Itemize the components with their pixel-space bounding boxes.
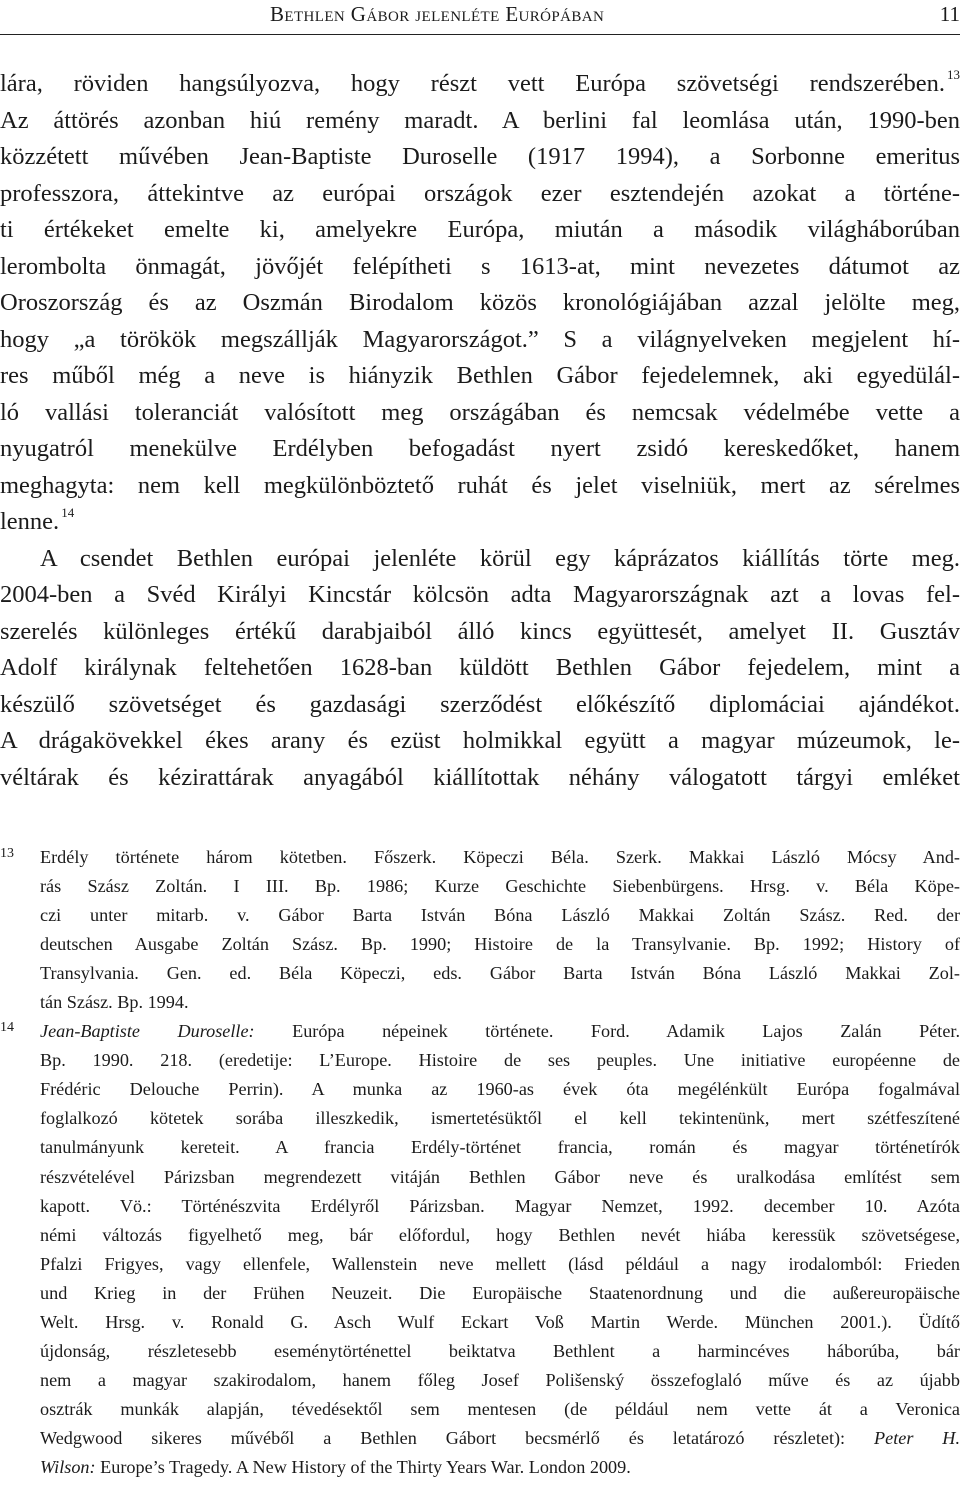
body-line: közzétett művében Jean-Baptiste Duroselle (1917 1994), a Sorbonne emeritus — [0, 143, 960, 170]
footnote-line: osztrák munkák alapján, tévedésektől sem mentesen (de például nem vette át a Veronica — [40, 1398, 960, 1419]
body-line: lára, röviden hangsúlyozva, hogy részt vett Európa szövetségi rendszerében. $^{13}$ — [0, 67, 960, 97]
footnote-line: Wilson: Europe’s Tragedy. A New History of the Thirty Years War. London 2009. — [40, 1456, 631, 1477]
footnote-line: nem a magyar szakirodalom, hanem főleg Josef Polišenský összefoglaló műve és az újabb — [40, 1369, 960, 1390]
body-line: meghagyta: nem kell megkülönböztető ruhát és jelet viselniük, mert az sérelmes — [0, 471, 960, 499]
footnote-line: czi unter mitarb. v. Gábor Barta István Bóna László Makkai Zoltán Szász. Red. der — [40, 905, 960, 926]
footnote-line: foglalkozó kötetek sorába illeszkedik, ismertetésüktől el kell tekintenünk, mert szétfeszítené — [40, 1108, 960, 1129]
footnote-line: Pfalzi Frigyes, vagy ellenfele, Wallenstein neve mellett (lásd például a nagy irodalomból: Frieden — [40, 1253, 960, 1274]
footnote-line: Wedgwood sikeres művéből a Bethlen Gábort becsmérlő és letatározó részletet): Peter H. — [40, 1427, 960, 1448]
body-line: professzora, áttekintve az európai országok ezer esztendején azokat a történe- — [0, 179, 960, 207]
body-line: szerelés különleges értékű darabjaiból álló kincs együttesét, amelyet II. Gusztáv — [0, 617, 960, 645]
footnote-number: 14 — [0, 1020, 14, 1036]
body-line: ló vallási toleranciát valósított meg országában és nemcsak védelmébe vette a — [0, 398, 960, 426]
footnote-line: Frédéric Delouche Perrin). A munka az 1960-as évek óta megélénkült Európa fogalmával — [40, 1079, 960, 1100]
footnotes — [0, 843, 960, 1482]
body-text — [0, 66, 960, 796]
body-line: 2004-ben a Svéd Királyi Kincstár kölcsön adta Magyarországnak azt a lovas fel- — [0, 581, 960, 608]
footnote-line: részvételével Párizsban megrendezett vitáján Bethlen Gábor neve és uralkodása említést sem — [40, 1166, 960, 1187]
footnote-13 — [0, 843, 960, 1017]
body-line: res műből még a neve is hiányzik Bethlen Gábor fejedelemnek, aki egyedülál- — [0, 362, 960, 389]
running-title: Bethlen Gábor jelenléte Európában — [270, 2, 605, 26]
footnote-line: Erdély története három kötetben. Főszerk. Köpeczi Béla. Szerk. Makkai László Mócsy And- — [40, 847, 960, 867]
author-name: Wilson: — [40, 1456, 96, 1477]
body-line: készülő szövetséget és gazdasági szerződést előkészítő diplomáciai ajándékot. — [0, 690, 960, 718]
body-line: nyugatról menekülve Erdélyben befogadást nyert zsidó kereskedőket, hanem — [0, 435, 960, 462]
footnote-line: rás Szász Zoltán. I III. Bp. 1986; Kurze Geschichte Siebenbürgens. Hrsg. v. Béla Köpe- — [40, 876, 960, 897]
body-line: Az áttörés azonban hiú remény maradt. A berlini fal leomlása után, 1990-ben — [0, 106, 960, 134]
author-name: Peter H. — [874, 1427, 960, 1448]
footnote-line: tanulmányunk kereteit. A francia Erdély-történet francia, román és magyar történetírók — [40, 1137, 960, 1158]
body-line: lerombolta önmagát, jövőjét felépítheti s 1613-at, mint nevezetes dátumot az — [0, 252, 960, 280]
footnote-line: kapott. Vö.: Történészvita Erdélyről Párizsban. Magyar Nemzet, 1992. december 10. Azóta — [40, 1195, 960, 1216]
footnote-line: deutschen Ausgabe Zoltán Szász. Bp. 1990; Histoire de la Transylvanie. Bp. 1992; History of — [40, 934, 960, 955]
footnote-line: újdonság, részletesebb eseménytörténettel beiktatva Bethlent a harmincéves háborúba, bár — [40, 1340, 960, 1361]
page-number: 11 — [939, 2, 960, 26]
footnote-line: tán Szász. Bp. 1994. — [40, 992, 189, 1013]
body-line: ti értékeket emelte ki, amelyekre Európa, miután a második világháborúban — [0, 216, 960, 243]
body-line: hogy „a törökök megszállják Magyarországot.” S a világnyelveken megjelent hí- — [0, 325, 960, 353]
footnote-line: Welt. Hrsg. v. Ronald G. Asch Wulf Eckart Voß Martin Werde. München 2001.). Üdítő — [40, 1311, 960, 1332]
footnote-line: Jean-Baptiste Duroselle: Európa népeinek története. Ford. Adamik Lajos Zalán Péter. — [40, 1021, 960, 1042]
body-line: Oroszország és az Oszmán Birodalom közös kronológiájában azzal jelölte meg, — [0, 289, 960, 316]
body-line: lenne. $^{14}$ — [0, 505, 75, 535]
body-line: Adolf királynak feltehetően 1628-ban küldött Bethlen Gábor fejedelem, mint a — [0, 654, 960, 681]
footnote-number: 13 — [0, 846, 14, 861]
footnote-line: Transylvania. Gen. ed. Béla Köpeczi, eds. Gábor Barta István Bóna László Makkai Zol- — [40, 963, 960, 984]
paragraph-first-line: A csendet Bethlen európai jelenléte körül egy káprázatos kiállítás törte meg. — [40, 544, 960, 572]
footnote-ref-13[interactable]: 13 — [947, 67, 960, 82]
footnote-14 — [0, 1017, 960, 1482]
body-line: véltárak és kézirattárak anyagából kiállítottak néhány válogatott tárgyi emléket — [0, 763, 960, 791]
footnote-ref-14[interactable]: 14 — [61, 505, 75, 520]
author-name: Jean-Baptiste Duroselle: — [40, 1021, 255, 1042]
footnote-line: Bp. 1990. 218. (eredetije: L’Europe. Histoire de ses peuples. Une initiative européenne de — [40, 1050, 960, 1071]
running-header — [0, 0, 960, 35]
footnote-line: und Krieg in der Frühen Neuzeit. Die Europäische Staatenordnung und die außereuropäische — [40, 1282, 960, 1303]
body-line: A drágakövekkel ékes arany és ezüst holmikkal együtt a magyar múzeumok, le- — [0, 727, 960, 754]
footnote-line: némi változás figyelhető meg, bár előfordul, hogy Bethlen nevét hiába keressük szövetségese, — [40, 1224, 960, 1245]
